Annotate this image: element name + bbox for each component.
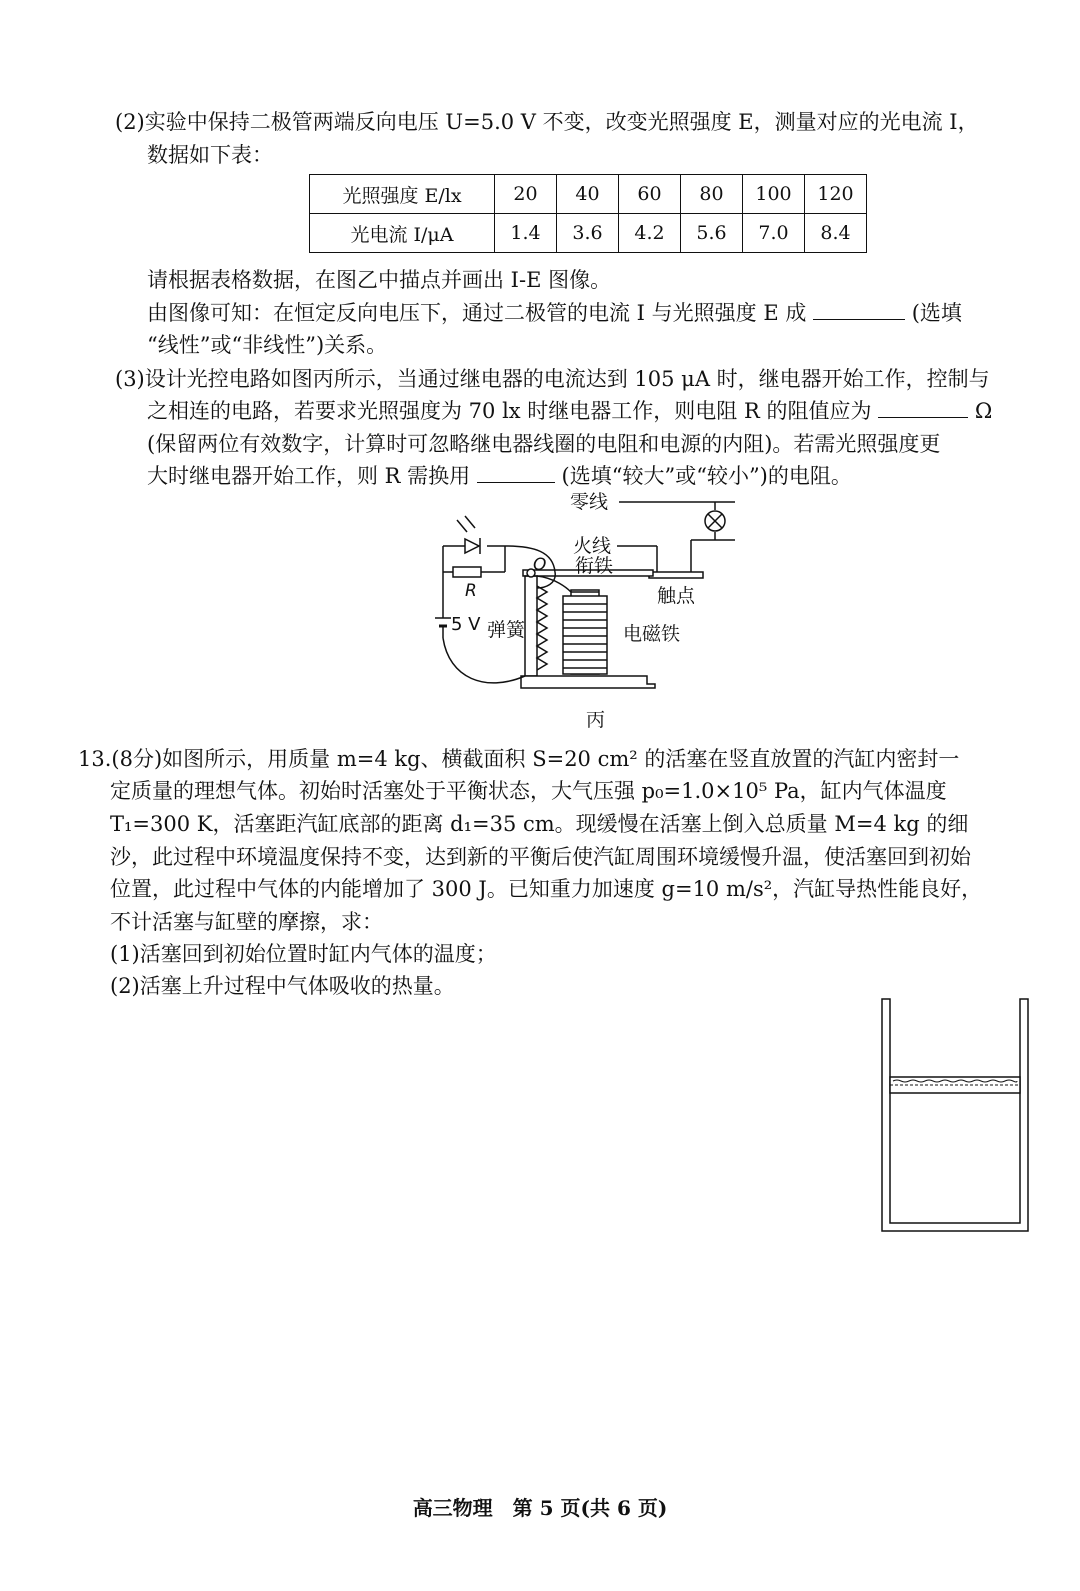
contact-bar: [649, 572, 703, 578]
table-cell: 20: [495, 175, 557, 214]
part2-after2-tail: (选填: [911, 301, 962, 325]
row-header-current: 光电流 I/μA: [310, 214, 495, 253]
q13-line4: 沙，此过程中环境温度保持不变，达到新的平衡后使汽缸周围环境缓慢升温，使活塞回到初始: [110, 845, 971, 869]
relay-circuit-figure: [425, 488, 745, 733]
label-pivot: O: [533, 555, 547, 575]
label-zero-wire: 零线: [570, 491, 609, 513]
table-cell: 1.4: [495, 214, 557, 253]
table-cell: 4.2: [619, 214, 681, 253]
spring-coil: [537, 586, 547, 670]
table-cell: 40: [557, 175, 619, 214]
q13-line3: T₁=300 K，活塞距汽缸底部的距离 d₁=35 cm。现缓慢在活塞上倒入总质量 M=4 kg 的细: [110, 812, 969, 836]
table-cell: 3.6: [557, 214, 619, 253]
table-row: [310, 175, 867, 214]
part2-line2: 数据如下表：: [147, 143, 273, 167]
resistor-r: [453, 567, 481, 577]
label-contact: 触点: [657, 585, 696, 607]
part2-after1: 请根据表格数据，在图乙中描点并画出 I-E 图像。: [147, 268, 612, 292]
page-footer: 高三物理 第 5 页(共 6 页): [412, 1496, 668, 1520]
part2-after3: “线性”或“非线性”)关系。: [147, 333, 388, 357]
part2-line1: (2)实验中保持二极管两端反向电压 U=5.0 V 不变，改变光照强度 E，测量对应的光电流 I，: [115, 110, 979, 134]
table-cell: 5.6: [681, 214, 743, 253]
q13-line6: 不计活塞与缸壁的摩擦，求：: [110, 910, 383, 934]
photodiode: [465, 539, 479, 553]
q13-line1: 13.(8分)如图所示，用质量 m=4 kg、横截面积 S=20 cm² 的活塞在竖直放置的汽缸内密封一: [78, 747, 960, 771]
label-armature: 衔铁: [575, 555, 614, 577]
label-resistor: R: [465, 581, 477, 601]
part3-line1: (3)设计光控电路如图丙所示，当通过继电器的电流达到 105 μA 时，继电器开始工作，控制与: [115, 367, 990, 391]
part3-line2: [147, 396, 992, 426]
ohm-unit: Ω: [974, 399, 993, 423]
q13-sub2: (2)活塞上升过程中气体吸收的热量。: [110, 974, 455, 998]
figure-caption: 丙: [586, 709, 606, 731]
part3-line4-text: 大时继电器开始工作，则 R 需换用: [147, 464, 471, 488]
label-voltage: 5 V: [451, 614, 481, 635]
table-cell: 120: [805, 175, 867, 214]
label-live-wire: 火线: [573, 535, 612, 557]
table-row: [310, 214, 867, 253]
part3-line4-tail: (选填“较大”或“较小”)的电阻。: [561, 464, 852, 488]
q13-line5: 位置，此过程中气体的内能增加了 300 J。已知重力加速度 g=10 m/s²，汽缸导热性能良好，: [110, 877, 983, 901]
table-cell: 100: [743, 175, 805, 214]
table-cell: 7.0: [743, 214, 805, 253]
cylinder-wall: [882, 999, 1028, 1231]
row-header-illuminance: 光照强度 E/lx: [310, 175, 495, 214]
table-cell: 8.4: [805, 214, 867, 253]
part3-line4: [147, 461, 852, 491]
relay-base: [521, 676, 655, 688]
part3-line2-text: 之相连的电路，若要求光照强度为 70 lx 时继电器工作，则电阻 R 的阻值应为: [147, 399, 872, 423]
part2-after2: [147, 298, 962, 328]
part3-line3: (保留两位有效数字，计算时可忽略继电器线圈的电阻和电源的内阻)。若需光照强度更: [147, 432, 941, 456]
cylinder-figure: [875, 995, 1035, 1240]
table-cell: 80: [681, 175, 743, 214]
answer-blank-larger-smaller[interactable]: [477, 464, 555, 483]
data-table: [309, 174, 867, 253]
label-electromagnet: 电磁铁: [623, 623, 681, 645]
part2-after2-text: 由图像可知：在恒定反向电压下，通过二极管的电流 I 与光照强度 E 成: [147, 301, 807, 325]
electromagnet-coil: [563, 596, 607, 674]
label-spring: 弹簧: [487, 619, 526, 641]
q13-sub1: (1)活塞回到初始位置时缸内气体的温度；: [110, 942, 497, 966]
answer-blank-linear[interactable]: [813, 301, 905, 320]
table-cell: 60: [619, 175, 681, 214]
answer-blank-resistance[interactable]: [878, 399, 968, 418]
q13-line2: 定质量的理想气体。初始时活塞处于平衡状态，大气压强 p₀=1.0×10⁵ Pa，缸内气体温度: [110, 779, 947, 803]
